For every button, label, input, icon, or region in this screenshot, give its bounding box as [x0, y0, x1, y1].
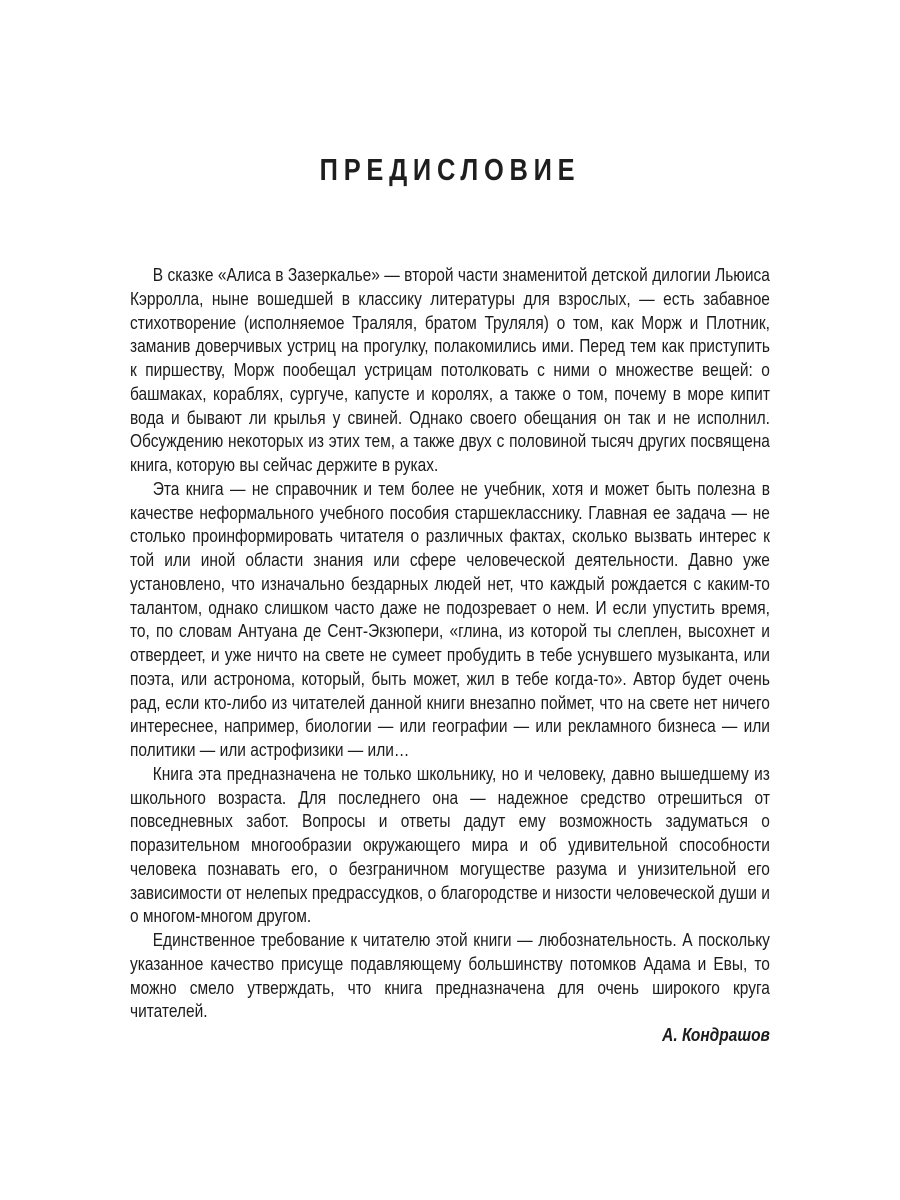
author-signature: А. Кондрашов: [662, 1024, 770, 1045]
paragraph-4: Единственное требование к читателю этой книги — любознательность. А поскольку указанное качество присуще подавляющему большинству потомков Адама и Евы, то можно смело утверждать, что книга предназначена для очень широкого круга читателей.: [130, 929, 770, 1022]
paragraph-1: В сказке «Алиса в Зазеркалье» — второй части знаменитой детской дилогии Льюиса Кэрролла, ныне вошедшей в классику литературы для взрослых, — есть забавное стихотворение (исполняемое Траляля, братом Труляля) о том, как Морж и Плотник, заманив доверчивых устриц на прогулку, полакомились ими. Перед тем как приступить к пиршеству, Морж пообещал устрицам потолковать с ними о множестве вещей: о башмаках, кораблях, сургуче, капусте и королях, а также о том, почему в море кипит вода и бывают ли крылья у свиней. Однако своего обещания он так и не исполнил. Обсуждению некоторых из этих тем, а также двух с половиной тысяч других посвящена книга, которую вы сейчас держите в руках.: [130, 264, 770, 475]
preface-text-block: [130, 263, 770, 1047]
paragraph-2: Эта книга — не справочник и тем более не учебник, хотя и может быть полезна в качестве неформального учебного пособия старшекласснику. Главная ее задача — не столько проинформировать читателя о различных фактах, сколько вызвать интерес к той или иной области знания или сфере человеческой деятельности. Давно уже установлено, что изначально бездарных людей нет, что каждый рождается с каким-то талантом, однако слишком часто даже не подозревает о нем. И если упустить время, то, по словам Антуана де Сент-Экзюпери, «глина, из которой ты слеплен, высохнет и отвердеет, и уже ничто на свете не сумеет пробудить в тебе уснувшего музыканта, или поэта, или астронома, который, быть может, жил в тебе когда-то». Автор будет очень рад, если кто-либо из читателей данной книги внезапно поймет, что на свете нет ничего интереснее, например, биологии — или географии — или рекламного бизнеса — или политики — или астрофизики — или…: [130, 477, 770, 760]
preface-body: [130, 263, 770, 1047]
page-title: ПРЕДИСЛОВИЕ: [319, 152, 581, 187]
paragraph-3: Книга эта предназначена не только школьнику, но и человеку, давно вышедшему из школьного возраста. Для последнего она — надежное средство отрешиться от повседневных забот. Вопросы и ответы дадут ему возможность задуматься о поразительном многообразии окружающего мира и об удивительной способности человека познавать его, о безграничном могуществе разума и унизительной его зависимости от нелепых предрассудков, о благородстве и низости человеческой души и о многом-многом другом.: [130, 762, 770, 927]
